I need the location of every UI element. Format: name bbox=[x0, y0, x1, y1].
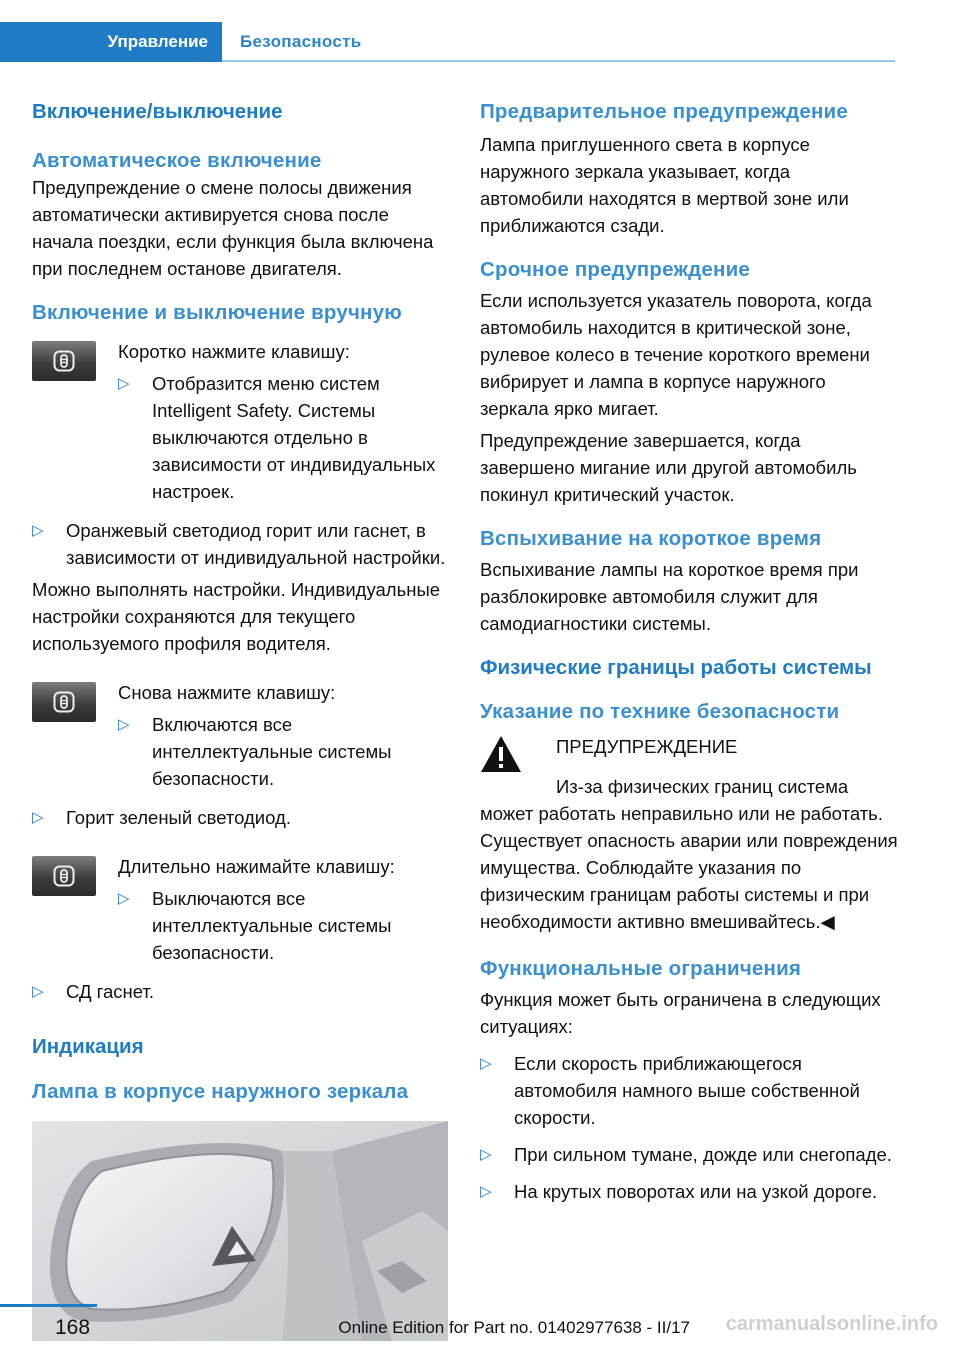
heading-indication: Индикация bbox=[32, 1035, 144, 1058]
triangle-right-icon: ▷ bbox=[32, 522, 44, 539]
triangle-right-icon: ▷ bbox=[480, 1183, 492, 1200]
paragraph-auto-on: Предупреждение о смене полосы движения автоматически активируется снова после начала поездки, если функция была включена при последнем останове двигателя. bbox=[32, 177, 434, 279]
driver-assist-button-icon bbox=[32, 856, 96, 896]
tab-control-label: Управление bbox=[107, 32, 208, 51]
warning-block bbox=[480, 733, 898, 773]
list-item: ▷ Включаются все интеллектуальные системы безопасности. bbox=[118, 711, 450, 792]
header-divider bbox=[222, 60, 895, 62]
list-item: ▷ Если скорость приближающегося автомобиля намного выше собственной скорости. bbox=[480, 1050, 898, 1131]
left-column bbox=[32, 98, 450, 1341]
tab-safety[interactable] bbox=[240, 22, 362, 62]
triangle-right-icon: ▷ bbox=[480, 1055, 492, 1072]
heading-flash: Вспыхивание на короткое время bbox=[480, 527, 822, 550]
heading-urgent: Срочное предупреждение bbox=[480, 258, 750, 281]
triangle-right-icon: ▷ bbox=[480, 1146, 492, 1163]
list-item: ▷ Выключаются все интеллектуальные системы безопасности. bbox=[118, 885, 450, 966]
watermark: carmanualsonline.info bbox=[725, 1313, 938, 1335]
button-step-3-text: Длительно нажимайте клавишу: bbox=[118, 856, 395, 877]
button-step-1-text: Коротко нажмите клавишу: bbox=[118, 341, 350, 362]
warning-triangle-icon bbox=[480, 735, 522, 773]
list-item: ▷ На крутых поворотах или на узкой дороге. bbox=[480, 1178, 898, 1205]
driver-assist-button-icon bbox=[32, 341, 96, 381]
paragraph-urgent-1: Если используется указатель поворота, когда автомобиль находится в критической зоне, рулевое колесо в течение короткого времени вибрирует и лампа в корпусе наружного зеркала ярко мигает. bbox=[480, 290, 872, 419]
triangle-right-icon: ▷ bbox=[32, 983, 44, 1000]
warning-title: ПРЕДУПРЕЖДЕНИЕ bbox=[556, 736, 738, 757]
button-step-2 bbox=[32, 679, 450, 792]
right-column bbox=[480, 98, 898, 1205]
button-step-3 bbox=[32, 853, 450, 966]
heading-pre-warning: Предварительное предупреждение bbox=[480, 100, 848, 123]
list-item: ▷ Горит зеленый светодиод. bbox=[32, 804, 450, 831]
paragraph-settings: Можно выполнять настройки. Индивидуальные настройки сохраняются для текущего используемого профиля водителя. bbox=[32, 579, 441, 654]
edition-note: Online Edition for Part no. 01402977638 - II/17 bbox=[338, 1318, 690, 1337]
footer-divider bbox=[0, 1304, 97, 1307]
heading-manual: Включение и выключение вручную bbox=[32, 301, 402, 324]
button-step-2-text: Снова нажмите клавишу: bbox=[118, 682, 336, 703]
paragraph-urgent-2: Предупреждение завершается, когда завершено мигание или другой автомобиль покинул критический участок. bbox=[480, 430, 857, 505]
tab-safety-label: Безопасность bbox=[240, 32, 362, 51]
page-number: 168 bbox=[55, 1316, 91, 1339]
triangle-right-icon: ▷ bbox=[118, 716, 130, 733]
driver-assist-button-icon bbox=[32, 682, 96, 722]
heading-on-off: Включение/выключение bbox=[32, 100, 283, 123]
paragraph-pre-warning: Лампа приглушенного света в корпусе наружного зеркала указывает, когда автомобили находятся в мертвой зоне или приближаются сзади. bbox=[480, 134, 849, 236]
list-item: ▷ Отобразится меню систем Intelligent Safety. Системы выключаются отдельно в зависимости от индивидуальных настроек. bbox=[118, 370, 450, 505]
paragraph-functional-limits: Функция может быть ограничена в следующих ситуациях: bbox=[480, 989, 881, 1037]
heading-mirror-lamp: Лампа в корпусе наружного зеркала bbox=[32, 1080, 409, 1103]
list-item: ▷ При сильном тумане, дожде или снегопаде. bbox=[480, 1141, 898, 1168]
paragraph-flash: Вспыхивание лампы на короткое время при разблокировке автомобиля служит для самодиагностики системы. bbox=[480, 559, 859, 634]
heading-limits: Физические границы работы системы bbox=[480, 656, 872, 679]
mirror-lamp-image bbox=[32, 1121, 448, 1341]
heading-safety-note: Указание по технике безопасности bbox=[480, 700, 840, 723]
tab-control[interactable] bbox=[0, 22, 222, 62]
heading-functional-limits: Функциональные ограничения bbox=[480, 957, 802, 980]
list-item: ▷ СД гаснет. bbox=[32, 978, 450, 1005]
triangle-right-icon: ▷ bbox=[118, 890, 130, 907]
warning-text: Из-за физических границ система может работать неправильно или не работать. Существует опасность аварии или повреждения имущества. Соблюдайте указания по физическим границам работы системы и при необходимости активно вмешивайтесь.◀ bbox=[480, 776, 898, 932]
button-step-1 bbox=[32, 338, 450, 505]
triangle-right-icon: ▷ bbox=[32, 809, 44, 826]
triangle-right-icon: ▷ bbox=[118, 375, 130, 392]
list-item: ▷ Оранжевый светодиод горит или гаснет, в зависимости от индивидуальной настройки. bbox=[32, 517, 450, 571]
heading-auto-on: Автоматическое включение bbox=[32, 149, 322, 172]
